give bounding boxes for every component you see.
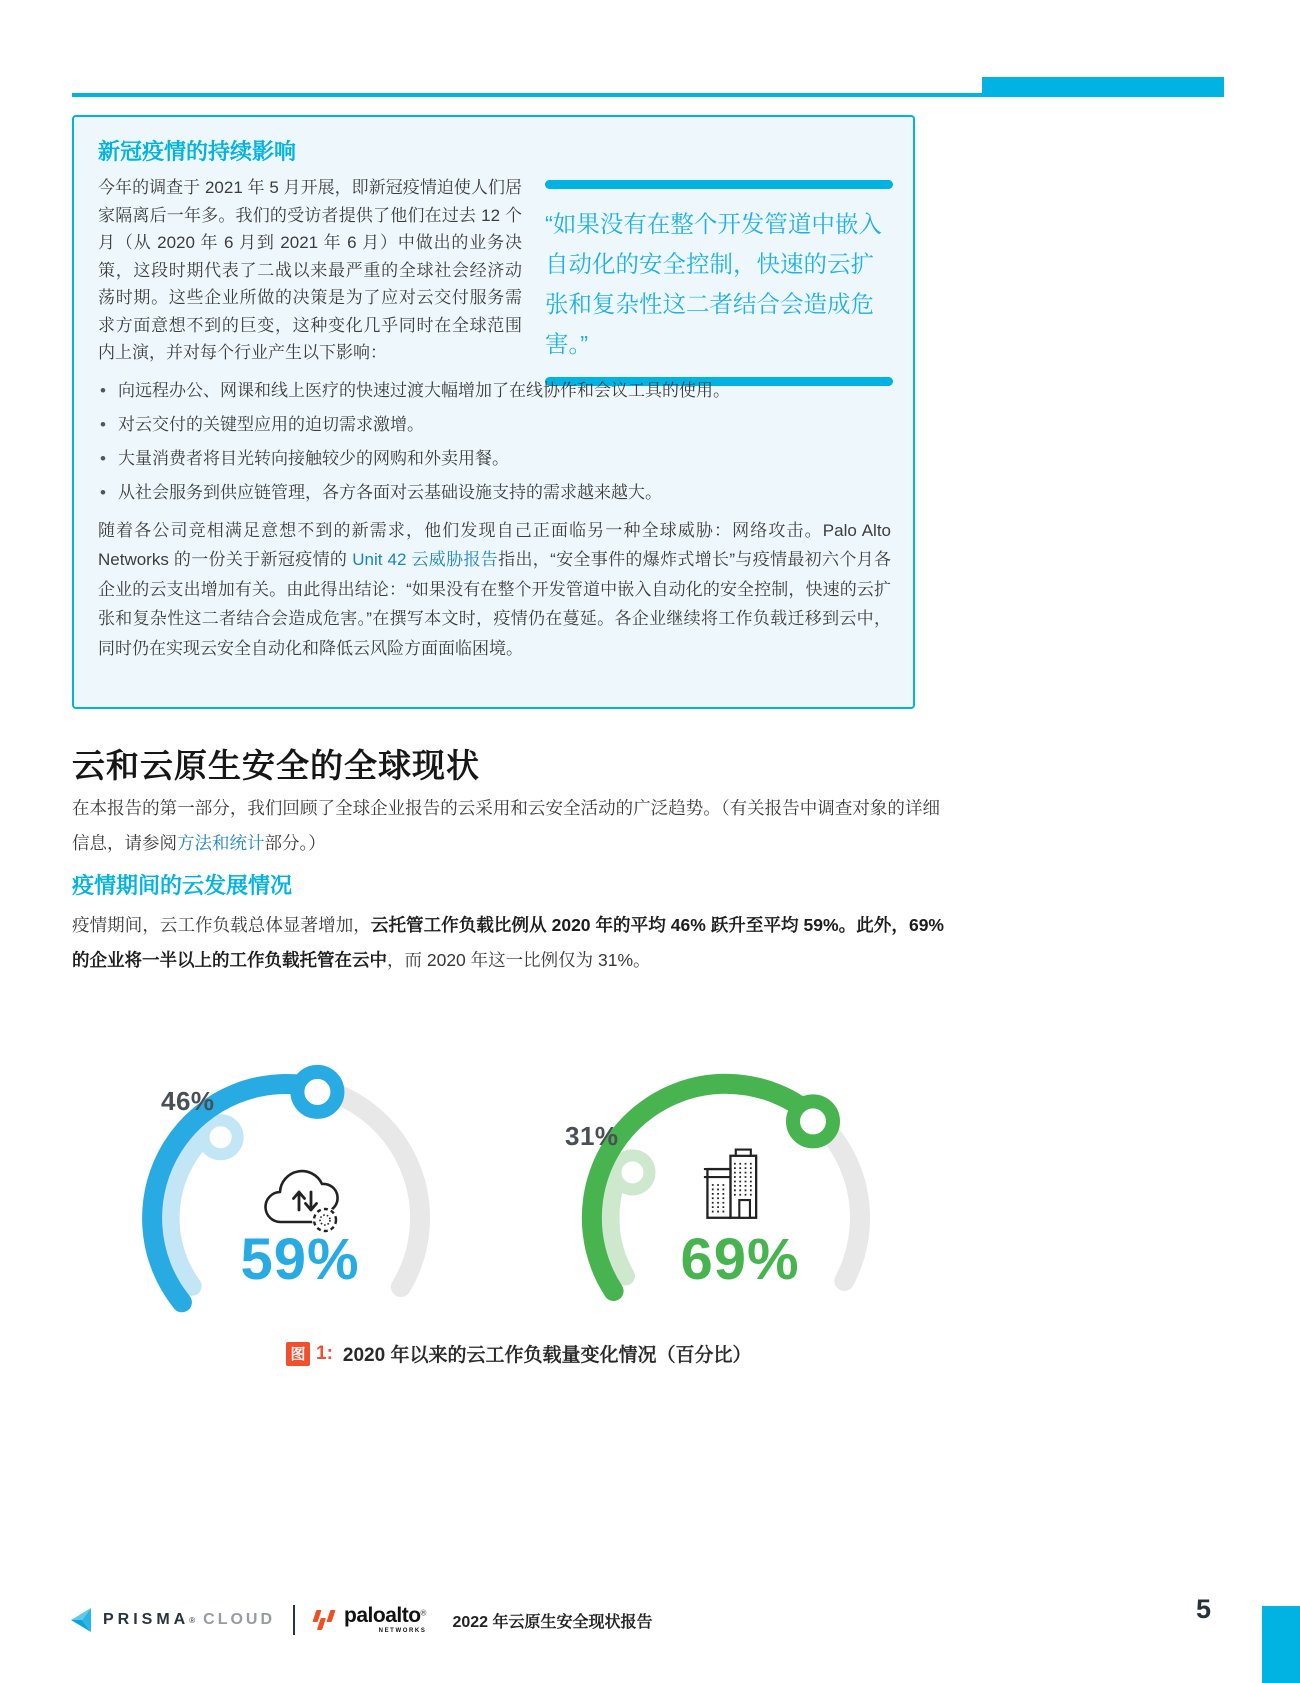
paragraph-text: 随着各公司竞相满足意想不到的新需求，他们发现自己正面临另一种全球威胁：网络攻击。Palo Alto Networks 的一份关于新冠疫情的: [98, 520, 891, 569]
page-number: 5: [1196, 1594, 1212, 1624]
paloalto-logo: [337, 1603, 427, 1634]
pull-quote: [545, 180, 893, 386]
callout-bullet-list: [98, 381, 895, 503]
gauge-from-label: 31%: [565, 1121, 619, 1151]
prisma-cloud-text: CLOUD: [203, 1611, 276, 1628]
footer-report-title: 2022 年云原生安全现状报告: [452, 1613, 653, 1631]
emphasized-statistic: 云托管工作负载比例从 2020 年的平均 46% 跃升至平均 59%。此外，69% 的企业将一半以上的工作负载托管在云中: [72, 915, 944, 970]
figure-caption: [286, 1340, 751, 1367]
registered-mark: ®: [420, 1608, 427, 1618]
gauge-center-value: 69%: [680, 1227, 800, 1292]
paloalto-stripes-icon: [311, 1608, 337, 1632]
paloalto-networks-text: NETWORKS: [378, 1627, 427, 1634]
paloalto-logo-text: paloalto: [344, 1603, 421, 1627]
gauge-center-value: 59%: [240, 1227, 360, 1292]
bullet-item: • 从社会服务到供应链管理，各方各面对云基础设施支持的需求越来越大。: [98, 483, 895, 503]
figure-caption-text: 2020 年以来的云工作负载量变化情况（百分比）: [342, 1345, 752, 1366]
figure-tag: 图: [286, 1342, 310, 1366]
bullet-item: • 大量消费者将目光转向接触较少的网购和外卖用餐。: [98, 449, 895, 469]
paragraph-text: 指出，“安全事件的爆炸式增长”与疫情最初六个月各企业的云支出增加有关。由此得出结论：“如果没有在整个开发管道中嵌入自动化的安全控制，快速的云扩张和复杂性这二者结合会造成危害。”在撰写本文时，疫情仍在蔓延。各企业继续将工作负载迁移到云中，同时仍在实现云安全自动化和降低云风险方面面临困境。: [98, 550, 891, 658]
page-footer: [70, 1598, 653, 1642]
quote-rule-top: [545, 180, 893, 189]
top-accent-bar: [982, 77, 1224, 97]
subsection-title: 疫情期间的云发展情况: [72, 873, 293, 898]
gauge-from-label: 46%: [161, 1086, 215, 1116]
gauge-chart-enterprises: [565, 1042, 895, 1372]
section-title: 云和云原生安全的全球现状: [72, 747, 480, 784]
prisma-logo-text: PRISMA: [103, 1611, 190, 1628]
quote-text: “如果没有在整个开发管道中嵌入自动化的安全控制，快速的云扩张和复杂性这二者结合会造成危害。”: [545, 211, 882, 357]
paragraph-text: 在本报告的第一部分，我们回顾了全球企业报告的云采用和云安全活动的广泛趋势。（有关报告中调查对象的详细信息，请参阅: [72, 798, 940, 853]
unit42-report-link[interactable]: Unit 42 云威胁报告: [352, 550, 499, 569]
prisma-triangle-icon: [70, 1606, 94, 1634]
covid-callout-box: [72, 115, 915, 709]
gauge-chart-cloud-workloads: [125, 1042, 455, 1372]
section-intro: [72, 791, 940, 860]
building-icon: [703, 1146, 765, 1224]
footer-divider: [293, 1605, 295, 1635]
callout-paragraph-2: [98, 516, 891, 664]
bullet-item: • 向远程办公、网课和线上医疗的快速过渡大幅增加了在线协作和会议工具的使用。: [98, 381, 895, 401]
callout-paragraph: 今年的调查于 2021 年 5 月开展，即新冠疫情迫使人们居家隔离后一年多。我们的受访者提供了他们在过去 12 个月（从 2020 年 6 月到 2021 年 6 月）中做出的业务决策，这段时期代表了二战以来最严重的全球社会经济动荡时期。这些企业所做的决策是为了应对云交付服务需求方面意想不到的巨变，这种变化几乎同时在全球范围内上演，并对每个行业产生以下影响：: [98, 178, 522, 362]
corner-accent-block: [1262, 1606, 1300, 1683]
figure-number: 1:: [316, 1342, 333, 1364]
methodology-link[interactable]: 方法和统计: [177, 832, 265, 853]
paragraph-text: 疫情期间，云工作负载总体显著增加，: [72, 915, 371, 935]
callout-title: 新冠疫情的持续影响: [98, 139, 297, 164]
subsection-body: [72, 908, 944, 978]
registered-mark: ®: [189, 1615, 196, 1625]
paragraph-text: ，而 2020 年这一比例仅为 31%。: [387, 950, 651, 970]
bullet-item: • 对云交付的关键型应用的迫切需求激增。: [98, 415, 895, 435]
paragraph-text: 部分。）: [264, 832, 326, 853]
